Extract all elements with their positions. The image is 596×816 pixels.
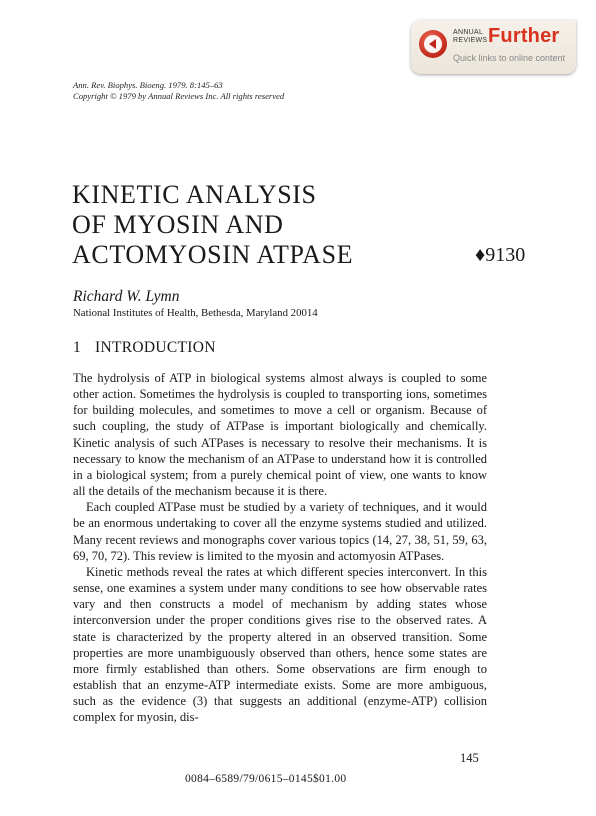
paragraph: Kinetic methods reveal the rates at which different species interconvert. In this sense, one examines a system under many conditions to see how observable rates vary and then constructs a model of mechanism by adding states whose interconversion under the proper conditions gives rise to the observed rates. A state is characterized by the property altered in an observed transition. Some properties are more unambiguously observed than others, hence some states are more firmly established than others. Some observations are firm enough to establish that an enzyme-ATP intermediate exists. Some are more ambiguous, such as the evidence (3) that suggests an additional (enzyme-ATP) collision complex for myosin, dis-	[73, 564, 487, 725]
reference-code: ♦9130	[475, 244, 526, 266]
citation-journal: Ann. Rev. Biophys. Bioeng. 1979. 8:145–63	[73, 80, 223, 90]
page-number: 145	[460, 751, 479, 765]
author-affiliation: National Institutes of Health, Bethesda, Maryland 20014	[73, 307, 318, 319]
section-title: INTRODUCTION	[95, 339, 216, 356]
play-arrow-icon	[419, 30, 447, 58]
banner-annual-reviews-label: ANNUAL REVIEWS	[453, 29, 488, 44]
article-title: KINETIC ANALYSIS OF MYOSIN AND ACTOMYOSIN ATPASE	[72, 180, 354, 269]
banner-subtitle: Quick links to online content	[453, 53, 566, 63]
author-name: Richard W. Lymn	[73, 288, 180, 305]
paragraph: Each coupled ATPase must be studied by a variety of techniques, and it would be an enormous undertaking to cover all the enzyme systems studied and utilized. Many recent reviews and monographs cover various topics (14, 27, 38, 51, 59, 63, 69, 70, 72). This review is limited to the myosin and actomyosin ATPases.	[73, 500, 487, 563]
banner-brand: Further	[488, 25, 560, 47]
footer-code: 0084–6589/79/0615–0145$01.00	[185, 773, 347, 785]
paragraph: The hydrolysis of ATP in biological systems almost always is coupled to some other action. Sometimes the hydrolysis is coupled to transporting ions, sometimes for building molecules, and sometimes to move a cell or organism. Because of such coupling, the study of ATPase is important biologically and chemically. Kinetic analysis of such ATPases is necessary to resolve their mechanisms. It is necessary to know the mechanism of an ATPase to understand how it is controlled in a biological system; from a purely chemical point of view, one wants to know all the details of the mechanism because it is there.	[73, 371, 487, 499]
citation	[73, 80, 284, 102]
annual-reviews-further-banner[interactable]	[411, 20, 576, 74]
section-heading	[73, 339, 216, 357]
body-text	[73, 370, 487, 725]
section-number: 1	[73, 339, 82, 356]
citation-copyright: Copyright © 1979 by Annual Reviews Inc. All rights reserved	[73, 91, 285, 101]
